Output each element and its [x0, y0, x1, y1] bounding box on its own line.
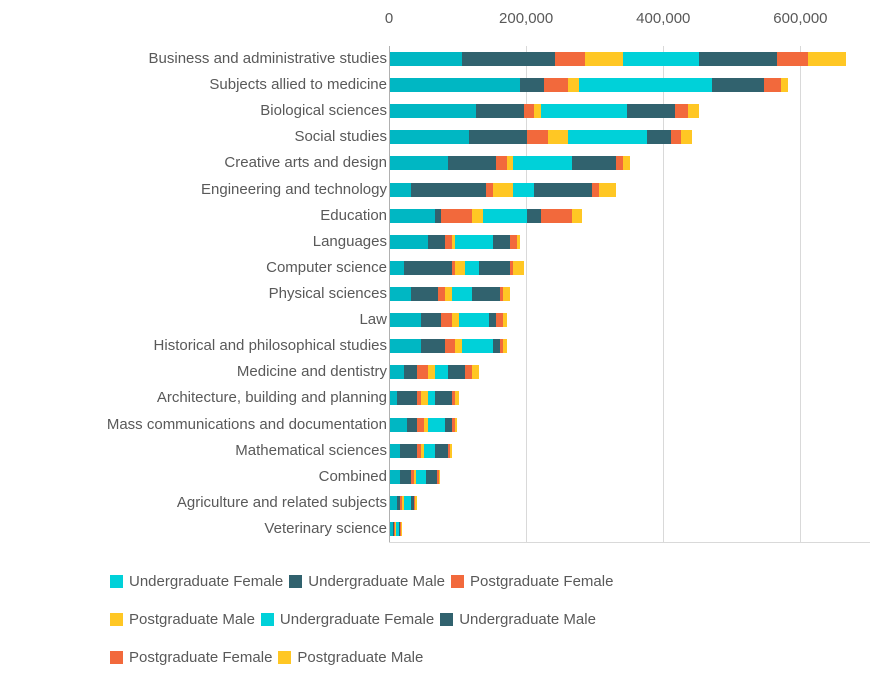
legend-label: Undergraduate Male — [308, 572, 446, 590]
category-label: Physical sciences — [268, 284, 387, 302]
bar-segment — [438, 287, 445, 301]
bar-segment — [390, 235, 428, 249]
bar-segment — [455, 418, 457, 432]
legend-swatch-icon — [451, 575, 464, 588]
x-axis-tick-label: 200,000 — [499, 10, 554, 27]
bar-segment — [496, 313, 503, 327]
bar-row — [318, 464, 869, 490]
bar-segment — [445, 418, 452, 432]
category-label: Engineering and technology — [201, 180, 387, 198]
bar-segment — [452, 287, 473, 301]
bar-segment — [448, 156, 496, 170]
bar-segment — [507, 156, 514, 170]
bar-segment — [510, 235, 517, 249]
bar-segment — [455, 261, 465, 275]
legend-item[interactable] — [440, 611, 596, 628]
bar-segment — [555, 52, 586, 66]
bar-row — [264, 516, 869, 542]
bar-segment — [435, 209, 442, 223]
bar-segment — [465, 365, 472, 379]
bar-segment — [472, 287, 499, 301]
bar-segment — [548, 130, 569, 144]
bar-segment — [397, 391, 418, 405]
bar-segment — [579, 78, 713, 92]
category-label: Subjects allied to medicine — [209, 76, 387, 94]
bar-segment — [572, 209, 582, 223]
bar-segment — [428, 235, 445, 249]
legend-row — [110, 562, 810, 600]
bar-segment — [623, 156, 630, 170]
bar-segment — [400, 444, 417, 458]
legend-label: Postgraduate Male — [129, 610, 255, 628]
legend-swatch-icon — [110, 575, 123, 588]
category-label: Law — [359, 311, 387, 329]
category-label: Historical and philosophical studies — [153, 337, 387, 355]
bar-segment — [544, 78, 568, 92]
bar-segment — [699, 52, 778, 66]
bar-segment — [572, 156, 617, 170]
bar-segment — [764, 78, 781, 92]
bar-segment — [390, 52, 462, 66]
bar-segment — [462, 339, 493, 353]
legend-swatch-icon — [110, 651, 123, 664]
bar-row — [153, 333, 869, 359]
legend-item[interactable] — [110, 573, 283, 590]
bar-segment — [390, 209, 435, 223]
bar-row — [201, 177, 869, 203]
bar-segment — [390, 156, 448, 170]
legend-item[interactable] — [110, 649, 272, 666]
legend-label: Undergraduate Female — [279, 610, 435, 628]
x-axis-baseline — [389, 542, 870, 543]
bar-segment — [416, 470, 426, 484]
bar-segment — [483, 209, 528, 223]
bar-segment — [445, 287, 452, 301]
bar-segment — [421, 313, 442, 327]
legend-item[interactable] — [451, 573, 613, 590]
bar-segment — [493, 339, 500, 353]
bar-segment — [390, 313, 421, 327]
bar-segment — [513, 183, 534, 197]
bar-segment — [450, 444, 452, 458]
x-axis-top — [384, 10, 869, 40]
legend-label: Postgraduate Female — [470, 572, 614, 590]
legend-swatch-icon — [278, 651, 291, 664]
legend-label: Undergraduate Male — [459, 610, 596, 628]
bar-segment — [390, 261, 404, 275]
bar-segment — [390, 130, 469, 144]
bar-segment — [400, 470, 410, 484]
bar-row — [359, 307, 869, 333]
bar-segment — [390, 104, 476, 118]
bar-segment — [671, 130, 681, 144]
category-label: Veterinary science — [264, 519, 387, 537]
bar-segment — [781, 78, 788, 92]
bar-row — [266, 255, 869, 281]
bar-segment — [441, 209, 472, 223]
bar-segment — [675, 104, 689, 118]
bar-segment — [472, 365, 479, 379]
category-label: Social studies — [294, 128, 387, 146]
bar-segment — [428, 418, 445, 432]
bar-segment — [623, 52, 698, 66]
x-axis-tick-label: 400,000 — [636, 10, 691, 27]
category-label: Computer science — [266, 258, 387, 276]
bar-row — [268, 281, 869, 307]
bar-segment — [465, 261, 479, 275]
bar-segment — [404, 365, 418, 379]
bar-segment — [404, 496, 411, 510]
bar-segment — [527, 130, 548, 144]
category-label: Architecture, building and planning — [156, 389, 387, 407]
bar-segment — [524, 104, 534, 118]
bar-segment — [513, 261, 523, 275]
legend-label: Undergraduate Female — [129, 572, 284, 590]
bar-segment — [472, 209, 482, 223]
legend-item[interactable] — [110, 611, 255, 628]
bar-segment — [417, 365, 427, 379]
category-label: Creative arts and design — [224, 154, 387, 172]
bar-segment — [489, 313, 496, 327]
bar-segment — [568, 130, 647, 144]
category-label: Biological sciences — [260, 102, 387, 120]
legend-label: Postgraduate Male — [297, 648, 424, 666]
x-axis-tick-label: 600,000 — [773, 10, 828, 27]
legend-swatch-icon — [289, 575, 302, 588]
bar-segment — [520, 78, 544, 92]
legend-row — [110, 600, 810, 638]
legend-swatch-icon — [440, 613, 453, 626]
category-label: Mass communications and documentation — [106, 415, 387, 433]
bar-segment — [503, 313, 506, 327]
bar-segment — [681, 130, 691, 144]
bar-segment — [390, 365, 404, 379]
bar-segment — [455, 235, 493, 249]
bar-segment — [541, 104, 627, 118]
bar-segment — [455, 339, 462, 353]
legend-row — [110, 638, 810, 676]
bar-segment — [469, 130, 527, 144]
bar-row — [224, 150, 869, 176]
x-axis-tick-label: 0 — [384, 10, 394, 27]
bar-segment — [479, 261, 510, 275]
bar-segment — [407, 418, 417, 432]
category-label: Medicine and dentistry — [236, 363, 387, 381]
bar-segment — [428, 391, 435, 405]
bar-segment — [411, 183, 486, 197]
bar-row — [209, 72, 869, 98]
bar-segment — [390, 418, 407, 432]
bar-segment — [455, 391, 458, 405]
bar-segment — [712, 78, 763, 92]
plot-area — [106, 46, 869, 542]
bar-row — [148, 46, 869, 72]
bar-segment — [496, 156, 506, 170]
bar-row — [156, 385, 869, 411]
bar-segment — [424, 444, 434, 458]
bar-segment — [435, 391, 452, 405]
bar-segment — [390, 496, 397, 510]
bar-segment — [435, 444, 449, 458]
category-label: Combined — [318, 467, 387, 485]
bar-segment — [390, 183, 411, 197]
bar-row — [176, 490, 869, 516]
bar-segment — [599, 183, 616, 197]
bar-segment — [448, 365, 465, 379]
legend-item[interactable] — [278, 649, 423, 666]
bar-segment — [435, 365, 449, 379]
bar-segment — [390, 339, 421, 353]
bar-row — [236, 359, 869, 385]
bar-segment — [647, 130, 671, 144]
bar-segment — [421, 391, 428, 405]
bar-row — [260, 98, 869, 124]
bar-segment — [585, 52, 623, 66]
legend-swatch-icon — [261, 613, 274, 626]
bar-segment — [493, 183, 514, 197]
bar-segment — [390, 287, 411, 301]
bar-segment — [390, 391, 397, 405]
bar-segment — [808, 52, 846, 66]
bar-segment — [417, 418, 424, 432]
bar-row — [106, 411, 869, 437]
bar-segment — [462, 52, 555, 66]
bar-segment — [527, 209, 541, 223]
bar-row — [320, 203, 869, 229]
category-label: Mathematical sciences — [235, 441, 387, 459]
bar-segment — [452, 313, 459, 327]
bar-segment — [445, 235, 452, 249]
bar-segment — [476, 104, 524, 118]
bar-segment — [568, 78, 578, 92]
bar-row — [312, 229, 869, 255]
bar-segment — [445, 339, 455, 353]
bar-segment — [459, 313, 490, 327]
bar-segment — [541, 209, 572, 223]
bar-row — [294, 124, 869, 150]
legend-item[interactable] — [261, 611, 434, 628]
bar-segment — [390, 444, 400, 458]
bar-segment — [688, 104, 698, 118]
legend-item[interactable] — [289, 573, 445, 590]
bar-segment — [534, 183, 592, 197]
bar-segment — [390, 78, 520, 92]
bar-segment — [486, 183, 493, 197]
bar-segment — [493, 235, 510, 249]
legend-swatch-icon — [110, 613, 123, 626]
bar-segment — [421, 339, 445, 353]
bar-segment — [390, 470, 400, 484]
bar-segment — [411, 287, 438, 301]
bar-segment — [777, 52, 808, 66]
bar-row — [235, 438, 869, 464]
category-label: Education — [320, 206, 387, 224]
category-label: Agriculture and related subjects — [176, 493, 387, 511]
bar-segment — [439, 470, 440, 484]
bar-segment — [503, 287, 510, 301]
bar-segment — [592, 183, 599, 197]
bar-segment — [517, 235, 520, 249]
bar-segment — [426, 470, 436, 484]
bar-segment — [428, 365, 435, 379]
bar-segment — [534, 104, 541, 118]
legend-label: Postgraduate Female — [129, 648, 273, 666]
bar-segment — [503, 339, 506, 353]
bar-segment — [627, 104, 675, 118]
category-label: Languages — [312, 232, 387, 250]
bar-segment — [616, 156, 623, 170]
bar-segment — [415, 496, 416, 510]
bar-segment — [404, 261, 452, 275]
bar-segment — [401, 522, 402, 536]
category-label: Business and administrative studies — [148, 50, 387, 68]
chart-legend — [110, 562, 810, 676]
bar-segment — [513, 156, 571, 170]
bar-segment — [441, 313, 451, 327]
